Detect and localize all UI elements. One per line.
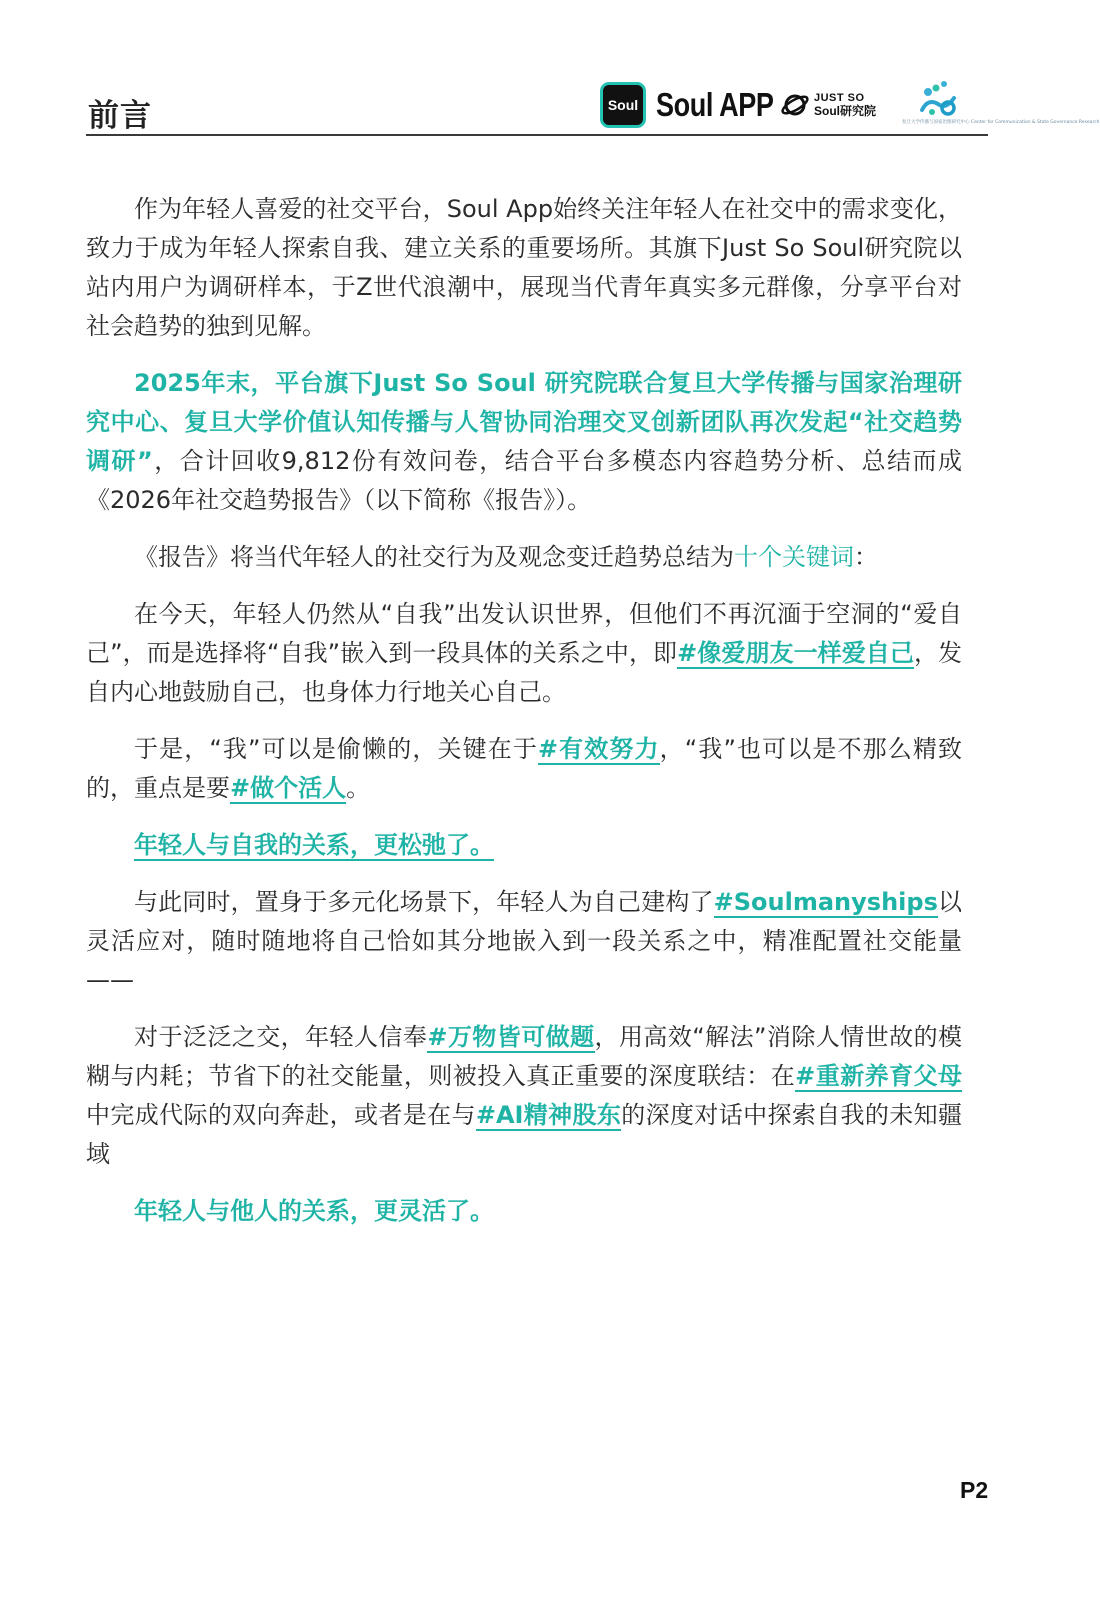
page-number: P2	[960, 1477, 989, 1503]
survey-highlight: 2025年末，平台旗下Just So Soul 研究院联合复旦大学传播与国家治理研究中心、复旦大学价值认知传播与人智协同治理交叉创新团队再次发起“社交趋势调研”	[86, 369, 962, 475]
effort-text-c: 。	[346, 774, 371, 802]
effort-text-b: ，“我”也可以是不那么精致的，重点是要	[86, 735, 962, 802]
tag-effective-effort[interactable]: #有效努力	[537, 735, 660, 763]
jss-line1: JUST SO	[814, 92, 865, 104]
effort-text-a: 于是，“我”可以是偷懒的，关键在于	[134, 735, 538, 763]
soul-app-wordmark: Soul APP	[656, 86, 774, 123]
paragraph-connections	[86, 1018, 962, 1174]
fudan-emblem-icon	[918, 80, 962, 120]
tag-love-self-like-friend[interactable]: #像爱朋友一样爱自己	[677, 639, 914, 667]
self-love-text: 在今天，年轻人仍然从“自我”出发认识世界，但他们不再沉湎于空洞的“爱自己”，而是选择将“自我”嵌入到一段具体的关系之中，即	[86, 600, 962, 667]
keywords-highlight: 十个关键词	[734, 543, 854, 571]
connections-text-a: 对于泛泛之交，年轻人信奉	[134, 1023, 428, 1051]
fudan-caption: 复旦大学传播与国家治理研究中心 Center for Communication & State Governance Research	[902, 120, 1100, 125]
self-love-rest: ，发自内心地鼓励自己，也身体力行地关心自己。	[86, 639, 963, 706]
summary-self-text: 年轻人与自我的关系，更松弛了。	[134, 831, 494, 859]
keywords-text: 《报告》将当代年轻人的社交行为及观念变迁趋势总结为	[134, 543, 734, 571]
summary-self-relationship	[86, 826, 962, 865]
soulmanyships-text-a: 与此同时，置身于多元化场景下，年轻人为自己建构了	[134, 888, 714, 916]
soul-logo-icon: Soul	[600, 82, 646, 128]
logo-group	[600, 80, 1100, 130]
connections-text-b: ，用高效“解法”消除人情世故的模糊与内耗；节省下的社交能量，则被投入真正重要的深度联结：在	[86, 1023, 963, 1090]
keywords-colon: ：	[854, 543, 878, 571]
jss-orbit-icon	[780, 90, 810, 120]
summary-others-text: 年轻人与他人的关系，更灵活了。	[134, 1197, 494, 1225]
paragraph-effort	[86, 730, 962, 808]
fudan-center-logo	[902, 80, 1100, 130]
tag-reparent-parents[interactable]: #重新养育父母	[795, 1062, 963, 1090]
page-header	[86, 74, 1100, 136]
connections-text-d: 的深度对话中探索自我的未知疆域	[86, 1101, 962, 1168]
article-body	[86, 190, 962, 1249]
tag-soulmanyships[interactable]: #Soulmanyships	[713, 888, 938, 916]
tag-everything-solvable[interactable]: #万物皆可做题	[427, 1023, 595, 1051]
paragraph-soulmanyships	[86, 883, 962, 1000]
paragraph-keywords	[86, 538, 962, 577]
jss-line2: Soul研究院	[814, 104, 876, 118]
survey-rest: ，合计回收9,812份有效问卷，结合平台多模态内容趋势分析、总结而成《2026年社交趋势报告》（以下简称《报告》）。	[86, 447, 962, 514]
connections-text-c: 中完成代际的双向奔赴，或者是在与	[86, 1101, 476, 1129]
summary-others-relationship	[86, 1192, 962, 1231]
just-so-soul-logo	[780, 90, 876, 120]
soulmanyships-text-b: 以灵活应对，随时随地将自己恰如其分地嵌入到一段关系之中，精准配置社交能量——	[86, 888, 963, 994]
paragraph-intro: 作为年轻人喜爱的社交平台，Soul App始终关注年轻人在社交中的需求变化，致力于成为年轻人探索自我、建立关系的重要场所。其旗下Just So Soul研究院以站内用户为调研样本，于Z世代浪潮中，展现当代青年真实多元群像，分享平台对社会趋势的独到见解。	[86, 195, 962, 340]
paragraph-self-love	[86, 595, 962, 712]
page-title: 前言	[88, 98, 152, 134]
tag-ai-spiritual-shareholder[interactable]: #AI精神股东	[475, 1101, 622, 1129]
tag-be-alive[interactable]: #做个活人	[230, 774, 347, 802]
paragraph-survey	[86, 364, 962, 520]
